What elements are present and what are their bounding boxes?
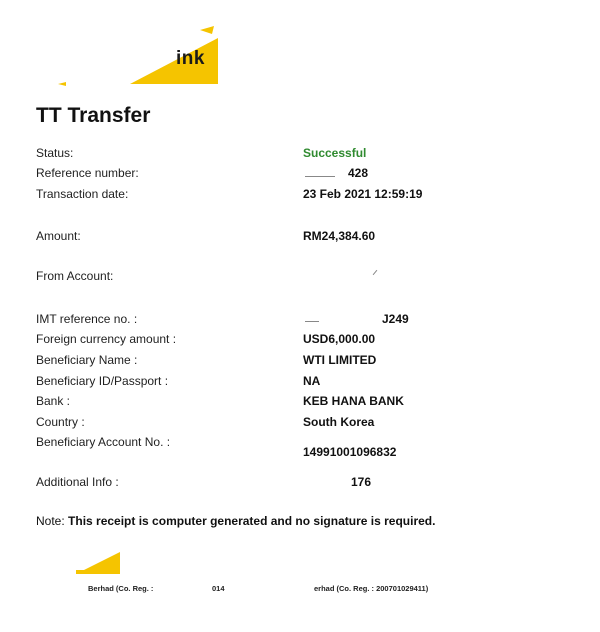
footer-company-left: Berhad (Co. Reg. : [88, 584, 154, 593]
status-value: Successful [303, 146, 367, 160]
amount-label: Amount: [36, 229, 81, 243]
beneficiary-id-value: NA [303, 374, 321, 388]
redaction-mark [373, 270, 378, 275]
receipt-note [36, 514, 435, 528]
beneficiary-name-label: Beneficiary Name : [36, 353, 138, 367]
amount-value: RM24,384.60 [303, 229, 376, 243]
footer-company-middle: 014 [212, 584, 225, 593]
note-text: This receipt is computer generated and no signature is required. [68, 514, 436, 528]
imt-reference-label: IMT reference no. : [36, 312, 138, 326]
footer-logo [0, 540, 130, 580]
additional-info-label: Additional Info : [36, 475, 119, 489]
reference-number-label: Reference number: [36, 166, 139, 180]
transaction-date-value: 23 Feb 2021 12:59:19 [303, 187, 423, 201]
beneficiary-name-value: WTI LIMITED [303, 353, 377, 367]
note-prefix: Note: [36, 514, 65, 528]
transaction-date-label: Transaction date: [36, 187, 129, 201]
redaction-mark [305, 176, 335, 177]
beneficiary-account-value: 14991001096832 [303, 445, 397, 459]
foreign-currency-amount-label: Foreign currency amount : [36, 332, 177, 346]
page-title: TT Transfer [36, 104, 151, 127]
bank-label: Bank : [36, 394, 71, 408]
status-label: Status: [36, 146, 74, 160]
footer-company-right: erhad (Co. Reg. : 200701029411) [314, 584, 429, 593]
additional-info-value: 176 [351, 475, 372, 489]
beneficiary-account-label: Beneficiary Account No. : [36, 435, 171, 449]
from-account-label: From Account: [36, 269, 114, 283]
logo-text: ink [176, 48, 205, 69]
reference-number-value: 428 [348, 166, 369, 180]
imt-reference-value: J249 [382, 312, 409, 326]
footer-logo-shape-icon [0, 540, 130, 580]
bank-value: KEB HANA BANK [303, 394, 404, 408]
redaction-mark [305, 321, 319, 322]
country-value: South Korea [303, 415, 375, 429]
foreign-currency-amount-value: USD6,000.00 [303, 332, 376, 346]
beneficiary-id-label: Beneficiary ID/Passport : [36, 374, 169, 388]
country-label: Country : [36, 415, 85, 429]
